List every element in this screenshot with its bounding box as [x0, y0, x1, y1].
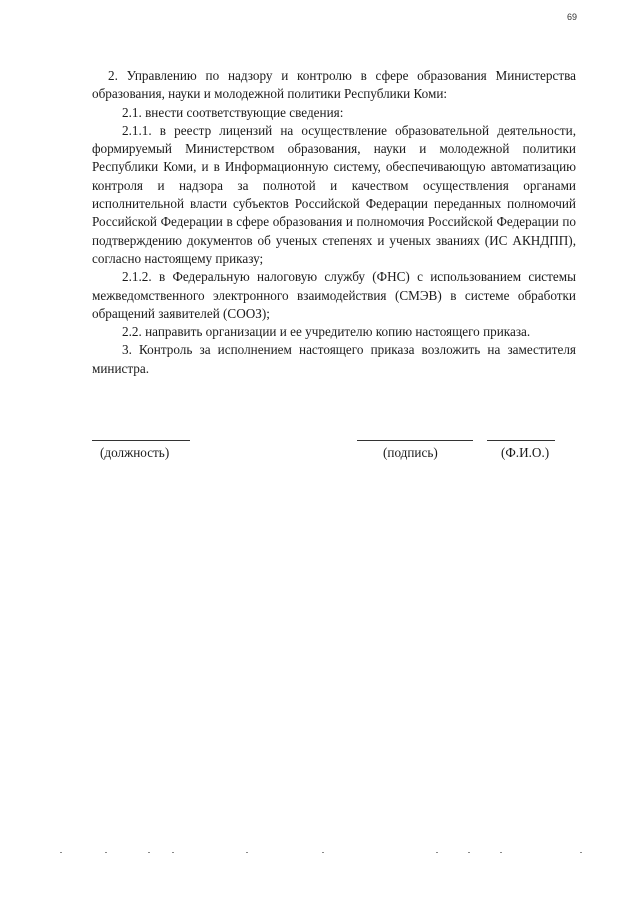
position-line — [92, 440, 190, 441]
scan-artifacts — [60, 852, 620, 856]
paragraph-2-2: 2.2. направить организации и ее учредителю копию настоящего приказа. — [122, 324, 531, 340]
paragraph-2-1-2: 2.1.2. в Федеральную налоговую службу (ФНС) с использованием системы межведомственного электронного взаимодействия (СМЭВ) в системе обработки обращений заявителей (СООЗ); — [92, 269, 576, 321]
name-line — [487, 440, 555, 441]
paragraph-2-1-1: 2.1.1. в реестр лицензий на осуществление образовательной деятельности, формируемый Министерством образования, науки и молодежной политики Республики Коми, и в Информационную систему, обеспечивающую автоматизацию контроля и надзора за полнотой и качеством осуществления органами исполнительной власти субъектов Российской Федерации переданных полномочий Российской Федерации в сфере образования и полномочия Российской Федерации по подтверждению документов об ученых степенях и ученых званиях (ИС АКНДПП), согласно настоящему приказу; — [92, 122, 576, 266]
signature-line — [357, 440, 473, 441]
paragraph-3: 3. Контроль за исполнением настоящего приказа возложить на заместителя министра. — [92, 342, 576, 376]
signature-label: (подпись) — [383, 445, 438, 460]
paragraph-2-1: 2.1. внести соответствующие сведения: — [122, 104, 344, 120]
paragraph-2: 2. Управлению по надзору и контролю в сфере образования Министерства образования, науки и молодежной политики Республики Коми: — [92, 68, 576, 102]
document-body — [92, 67, 576, 378]
position-label: (должность) — [100, 445, 170, 460]
name-label: (Ф.И.О.) — [501, 445, 550, 460]
page-number: 69 — [567, 12, 578, 22]
signature-block — [92, 440, 562, 470]
